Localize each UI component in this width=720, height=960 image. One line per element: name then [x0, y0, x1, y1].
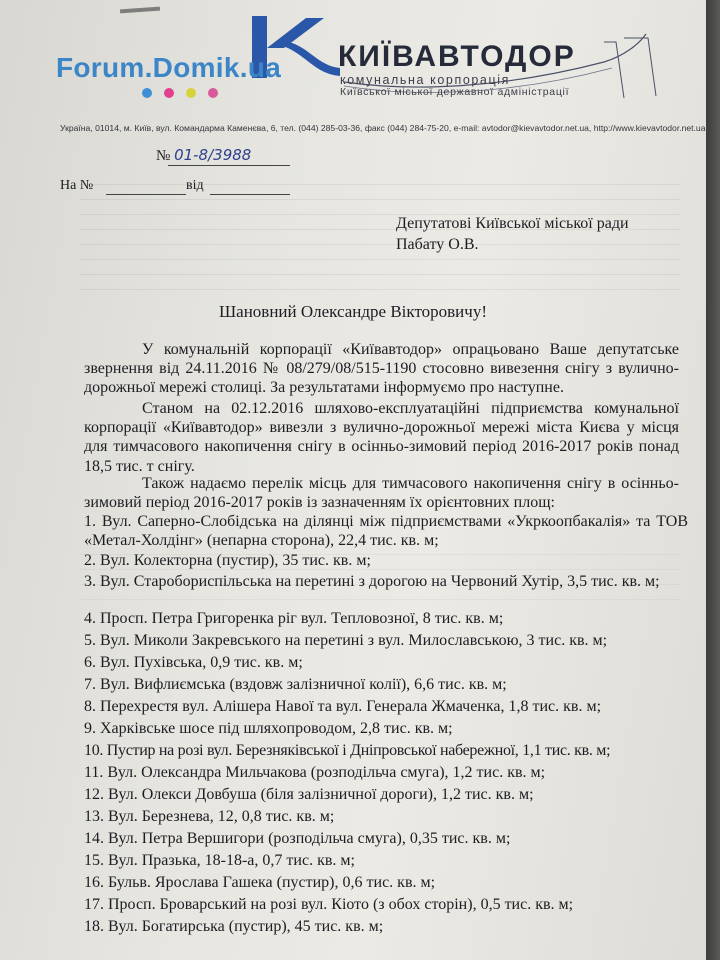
paragraph-3-text: Також надаємо перелік місць для тимчасового накопичення снігу в осінньо-зимовий період 2016-2017 років із зазначенням їх орієнтовних площ:: [84, 475, 679, 512]
list-item: 4. Просп. Петра Григоренка ріг вул. Тепловозної, 8 тис. кв. м;: [84, 610, 504, 627]
list-item: 11. Вул. Олександра Мильчакова (розподільча смуга), 1,2 тис. кв. м;: [84, 764, 546, 781]
pen-mark: [120, 7, 160, 14]
list-item: 1. Вул. Саперно-Слобідська на ділянці між підприємствами «Укркоопбакалія» та ТОВ «Метал-Холдінг» (непарна сторона), 22,4 тис. кв. м;: [84, 513, 688, 549]
paragraph-3: [84, 474, 679, 512]
paragraph-1-text: У комунальній корпорації «Київавтодор» опрацьовано Ваше депутатське звернення від 24.11.2016 № 08/279/08/515-1190 стосовно вивезення снігу з вулично-дорожньої мережі столиці. За результатами інформуємо про наступне.: [84, 341, 679, 397]
paragraph-1: [84, 340, 679, 398]
org-subtitle: комунальна корпорація: [340, 73, 510, 87]
date-label: від: [186, 178, 204, 193]
addressee-name: Пабату О.В.: [396, 236, 479, 253]
addressee-block: [396, 213, 629, 255]
handwritten-number: 01-8/3988: [174, 146, 252, 164]
number-label: №: [156, 148, 171, 164]
background-edge: [706, 0, 720, 960]
org-name: КИЇВАВТОДОР: [338, 40, 576, 73]
underline: [168, 165, 290, 166]
list-item: 10. Пустир на розі вул. Березняківської і Дніпровської набережної, 1,1 тис. кв. м;: [84, 742, 611, 759]
org-subtitle-2: Київської міської державної адміністрації: [340, 86, 570, 98]
org-address-line: Україна, 01014, м. Київ, вул. Командарма Каменєва, 6, тел. (044) 285-03-36, факс (044) 284-75-20, e-mail: avtodor@kievavtodor.net.ua, http://www.kievavtodor.net.ua: [60, 123, 706, 133]
list-item: 5. Вул. Миколи Закревського на перетині з вул. Милославською, 3 тис. кв. м;: [84, 632, 608, 649]
list-item: 13. Вул. Березнева, 12, 0,8 тис. кв. м;: [84, 808, 335, 825]
salutation: Шановний Олександре Вікторовичу!: [219, 302, 487, 321]
watermark: Forum.Domik.ua: [56, 52, 282, 83]
list-item: 3. Вул. Стаpобориспільська на перетині з дорогою на Червоний Хутір, 3,5 тис. кв. м;: [84, 573, 660, 590]
addressee-title: Депутатові Київської міської ради: [396, 215, 629, 232]
list-item: 14. Вул. Петра Вершигори (розподільча смуга), 0,35 тис. кв. м;: [84, 830, 511, 847]
reply-to-label: На №: [60, 178, 94, 193]
underline: [210, 194, 290, 195]
list-item: 17. Просп. Броварський на розі вул. Кіото (з обох сторін), 0,5 тис. кв. м;: [84, 896, 574, 913]
list-item: 12. Вул. Олекси Довбуша (біля залізничної дороги), 1,2 тис. кв. м;: [84, 786, 534, 803]
list-item: 18. Вул. Богатирська (пустир), 45 тис. кв. м;: [84, 918, 384, 935]
list-item: 16. Бульв. Ярослава Гашека (пустир), 0,6 тис. кв. м;: [84, 874, 436, 891]
outgoing-number: [156, 146, 251, 165]
list-item: 8. Перехрестя вул. Алішера Навої та вул. Генерала Жмаченка, 1,8 тис. кв. м;: [84, 698, 602, 715]
list-item: 6. Вул. Пухівська, 0,9 тис. кв. м;: [84, 654, 303, 671]
list-item: 9. Харківське шосе під шляхопроводом, 2,8 тис. кв. м;: [84, 720, 453, 737]
paragraph-2-text: Станом на 02.12.2016 шляхово-експлуатаційні підприємства комунальної корпорації «Київавтодор» вивезли з вулично-дорожньої мережі міста Києва у місця для тимчасового накопичення снігу в осінньо-зимовий період 2016-2017 років понад 18,5 тис. т снігу.: [84, 400, 679, 475]
paragraph-2: [84, 399, 679, 476]
underline: [106, 194, 186, 195]
list-item: 15. Вул. Празька, 18-18-а, 0,7 тис. кв. м;: [84, 852, 355, 869]
list-item: 7. Вул. Вифлиємська (вздовж залізничної колії), 6,6 тис. кв. м;: [84, 676, 507, 693]
list-item: 2. Вул. Колекторна (пустир), 35 тис. кв. м;: [84, 552, 371, 569]
